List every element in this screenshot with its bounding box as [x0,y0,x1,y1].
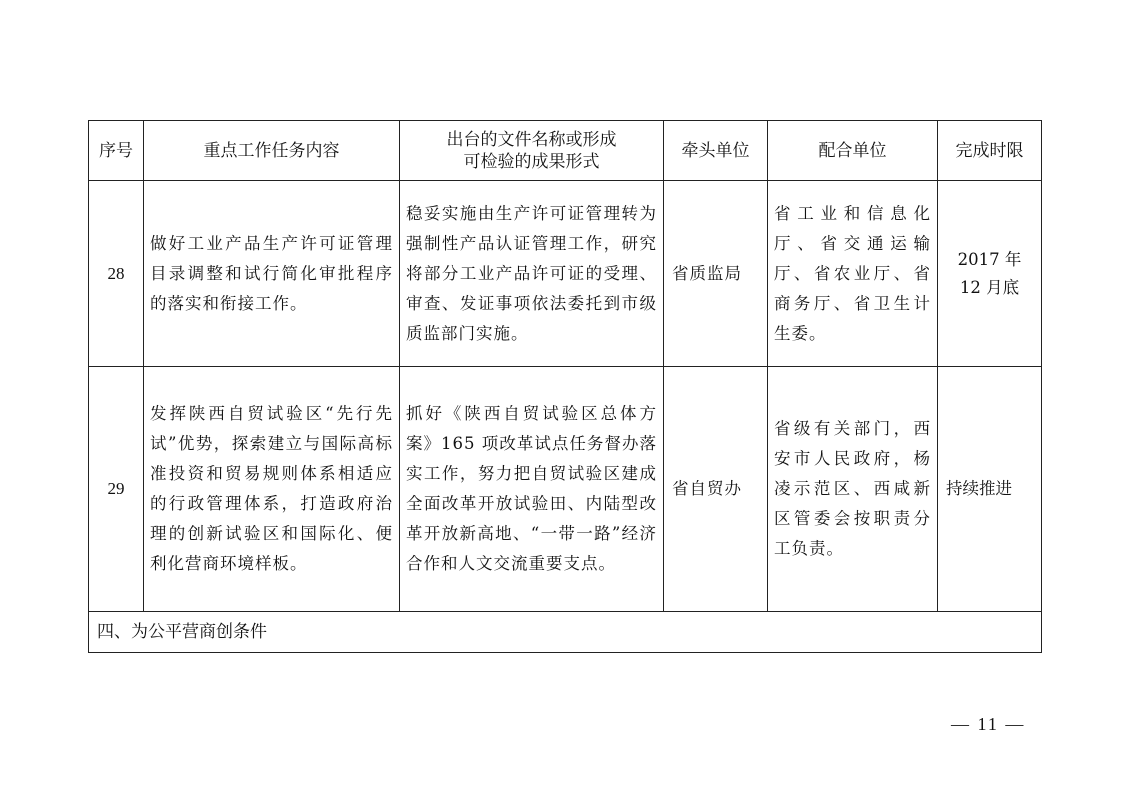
row-serial: 29 [89,367,144,612]
header-row [89,121,1042,181]
row-lead-unit: 省质监局 [664,181,768,367]
row-support-unit: 省工业和信息化厅、省交通运输厅、省农业厅、省商务厅、省卫生计生委。 [768,181,938,367]
row-serial: 28 [89,181,144,367]
header-result-form: 出台的文件名称或形成 可检验的成果形式 [400,121,664,181]
row-lead-unit: 省自贸办 [664,367,768,612]
table-row [89,367,1042,612]
row-result: 稳妥实施由生产许可证管理转为强制性产品认证管理工作，研究将部分工业产品许可证的受理、审查、发证事项依法委托到市级质监部门实施。 [400,181,664,367]
row-support-unit: 省级有关部门，西安市人民政府，杨凌示范区、西咸新区管委会按职责分工负责。 [768,367,938,612]
row-deadline: 2017 年 12 月底 [938,181,1042,367]
header-support-unit: 配合单位 [768,121,938,181]
header-serial: 序号 [89,121,144,181]
row-task: 做好工业产品生产许可证管理目录调整和试行简化审批程序的落实和衔接工作。 [144,181,400,367]
row-deadline: 持续推进 [938,367,1042,612]
row-result: 抓好《陕西自贸试验区总体方案》165 项改革试点任务督办落实工作，努力把自贸试验区建成全面改革开放试验田、内陆型改革开放新高地、“一带一路”经济合作和人文交流重要支点。 [400,367,664,612]
task-table [88,120,1042,653]
row-task: 发挥陕西自贸试验区“先行先试”优势，探索建立与国际高标准投资和贸易规则体系相适应的行政管理体系，打造政府治理的创新试验区和国际化、便利化营商环境样板。 [144,367,400,612]
table-row [89,181,1042,367]
header-deadline: 完成时限 [938,121,1042,181]
section-heading: 四、为公平营商创条件 [89,612,1042,653]
header-lead-unit: 牵头单位 [664,121,768,181]
section-row [89,612,1042,653]
page-number: — 11 — [951,714,1026,734]
header-task: 重点工作任务内容 [144,121,400,181]
